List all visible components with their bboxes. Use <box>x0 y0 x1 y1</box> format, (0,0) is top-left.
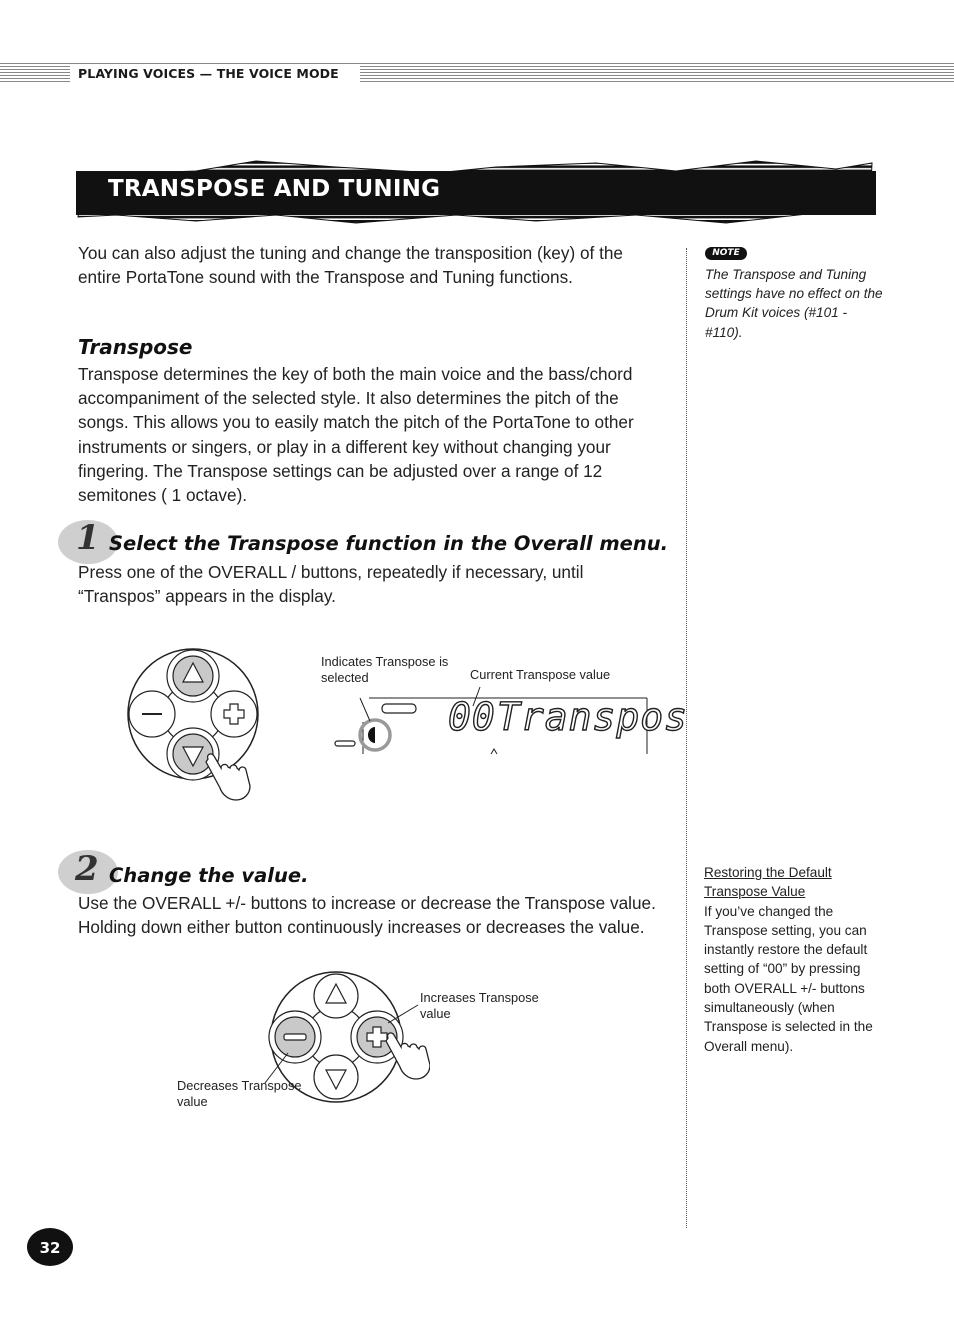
intro-paragraph: You can also adjust the tuning and change the transposition (key) of the entire PortaTone sound with the Transpose and Tuning functions. <box>78 243 623 288</box>
step-1-title: Select the Transpose function in the Overall menu. <box>109 532 669 555</box>
plus-button[interactable] <box>211 691 257 737</box>
lcd-text: Transpos <box>497 695 689 739</box>
sidebar-divider <box>686 248 687 1228</box>
sidebar-tip <box>704 863 889 1056</box>
step-2-number: 2 <box>75 849 99 889</box>
note-badge: NOTE <box>705 247 747 260</box>
section-title: TRANSPOSE AND TUNING <box>108 176 441 202</box>
running-header: PLAYING VOICES — THE VOICE MODE <box>78 66 339 81</box>
down-button[interactable] <box>314 1055 358 1099</box>
up-button[interactable] <box>314 974 358 1018</box>
minus-button[interactable] <box>269 1011 321 1063</box>
increase-label: Increases Transpose value <box>420 990 539 1021</box>
note-text: The Transpose and Tuning settings have no effect on the Drum Kit voices (#101 - #110). <box>705 267 883 340</box>
step-2-body: Use the OVERALL +/- buttons to increase or decrease the Transpose value. Holding down either button continuously increases or decreases the value. <box>78 893 656 938</box>
decrease-label: Decreases Transpose value <box>177 1078 302 1109</box>
overall-button-pad-1 <box>120 640 270 810</box>
sidebar-tip-text: If you’ve changed the Transpose setting, you can instantly restore the default setting of “00” by pressing both OVERALL +/- buttons simultaneously (when Transpose is selected in the Overall menu). <box>704 903 873 1054</box>
lcd-value: 00 <box>448 695 496 739</box>
current-value-label: Current Transpose value <box>470 667 611 682</box>
page-number: 32 <box>27 1228 73 1266</box>
transpose-paragraph: Transpose determines the key of both the main voice and the bass/chord accompaniment of the selected style. It also determines the pitch of the songs. This allows you to easily match the pitch of the PortaTone to other instruments or singers, or play in a different key without changing your fingering. The Transpose settings can be adjusted over a range of 12 semitones ( 1 octave). <box>78 364 634 506</box>
minus-button[interactable] <box>129 691 175 737</box>
step-1-body: Press one of the OVERALL / buttons, repeatedly if necessary, until “Transpos” appears in the display. <box>78 562 584 607</box>
step-1-number: 1 <box>76 518 100 558</box>
up-button[interactable] <box>167 650 219 702</box>
transpose-heading: Transpose <box>78 335 193 359</box>
sidebar-tip-title: Restoring the Default Transpose Value <box>704 865 832 900</box>
indicator-label: Indicates Transpose is selected <box>321 654 449 685</box>
step-2-title: Change the value. <box>109 864 309 887</box>
